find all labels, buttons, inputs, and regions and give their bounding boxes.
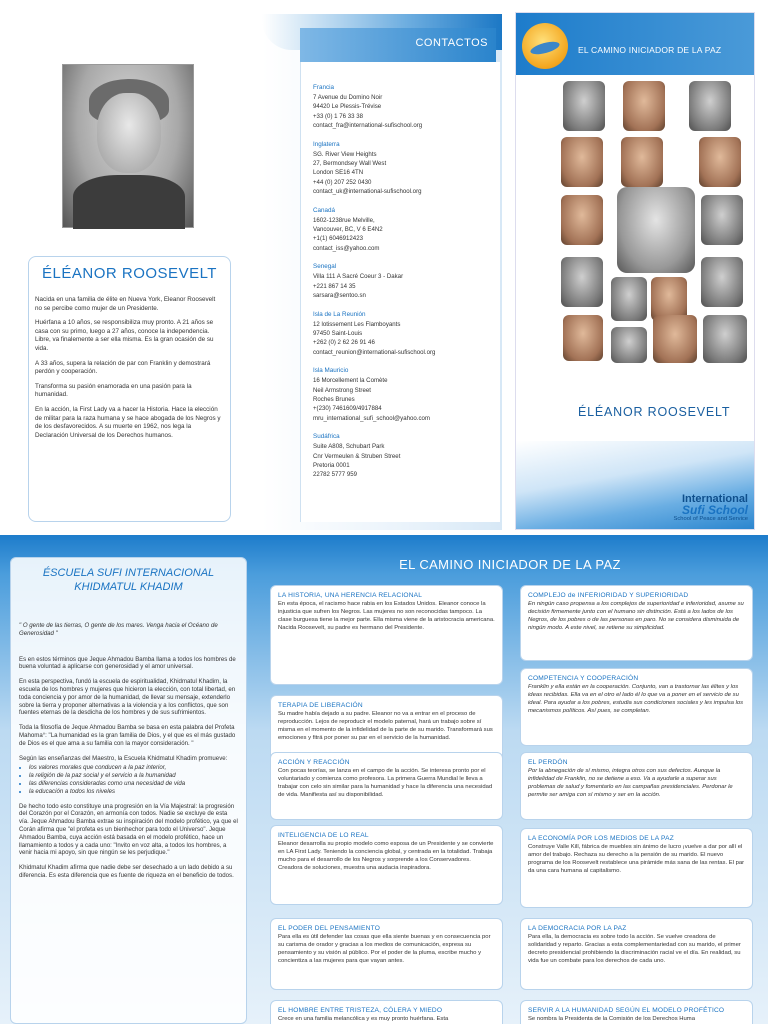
contact-region: Isla de La Reunión <box>313 310 366 318</box>
contact-line: Roches Brunes <box>313 395 355 403</box>
bio-paragraph: Transforma su pasión enamorada en una pasión para la humanidad. <box>35 382 192 399</box>
contact-line: Suite A808, Schubart Park <box>313 443 385 451</box>
contact-line: 1602-1238rue Melville, <box>313 216 375 224</box>
card <box>520 1000 753 1024</box>
contact-line: +33 (0) 1 76 33 38 <box>313 112 363 120</box>
escuela-paragraph: En esta perspectiva, fundó la escuela de espiritualidad, Khidmatul Khadim, la escuela de los hombres y mujeres que hicieron la elección, con total libertad, en toda conciencia y por amor de la humanidad, de llevar su mensaje, extenderlo sobre la tierra y proponer alternativas a la violencia y a los conflictos, que son fuentes eternas de la desdicha de los hombres y de sus sufrimientos. <box>19 678 236 717</box>
portrait-thumbnail <box>689 81 731 131</box>
contact-line: Neil Armstrong Street <box>313 386 371 394</box>
escuela-paragraph: Khidmatul Khadim afirma que nadie debe ser desechado a un lado debido a su diferencia. Es esta diferencia que es fuente de riqueza en el beneficio de todos. <box>19 864 234 879</box>
portrait-thumbnail <box>701 257 743 307</box>
portrait-collage <box>561 81 751 363</box>
contact-line: Pretoria 0001 <box>313 461 350 469</box>
contact-email[interactable]: sarsara@sentoo.sn <box>313 292 366 300</box>
contact-email[interactable]: contact_uk@international-sufischool.org <box>313 188 422 196</box>
contact-email[interactable]: contact_fra@international-sufischool.org <box>313 122 423 130</box>
card-title: LA DEMOCRACIA POR LA PAZ <box>528 925 627 932</box>
portrait-thumbnail <box>703 315 747 363</box>
portrait-thumbnail <box>701 195 743 245</box>
contact-line: 22782 5777 959 <box>313 471 358 479</box>
escuela-list-item: • la educación a todos los niveles <box>29 788 238 796</box>
escuela-paragraph: Toda la filosofía de Jeque Ahmadou Bamba se basa en esta palabra del Profeta Mahoma°: "La humanidad es la gran familia de Dios, y el que es el más gustado de Dios es el que ama a su familia con la mayor consideración. " <box>19 724 236 747</box>
contact-block <box>313 207 490 254</box>
contact-email[interactable]: mru_international_sufi_school@yahoo.com <box>313 414 430 422</box>
card <box>270 825 503 905</box>
contact-line: 7 Avenue du Domino Noir <box>313 94 383 101</box>
card-title: LA HISTORIA, UNA HERENCIA RELACIONAL <box>278 592 423 599</box>
card <box>520 585 753 661</box>
contact-region: Canadá <box>313 206 336 214</box>
portrait-thumbnail <box>623 81 665 131</box>
bio-paragraph: Nacida en una familia de élite en Nueva York, Eleanor Roosevelt no se percibe como mujer de un Presidente. <box>35 296 216 312</box>
contact-block <box>313 263 490 300</box>
card-title: TERAPIA DE LIBERACIÓN <box>278 702 363 709</box>
contact-line: +262 (0) 2 62 26 91 46 <box>313 339 375 347</box>
bio-paragraph: En la acción, la First Lady va a hacer la Historia. Hace la elección de militar para la raza humana y se hace abogada de los Negros y de los desfavorecidos. A su muerte en 1962, nos lega la Declaración Universal de los Derechos humanos. <box>35 405 221 439</box>
card-text: Con pocas teorías, se lanza en el campo de la acción. Se interesa pronto por el voluntariado y comienza como profesora. La primera Guerra Mundial le lleva a trabajar con celo sin similar para la humanidad y hace la diferencia una necesidad de vida. Manifiesta así su disponibilidad. <box>278 768 493 798</box>
card-title: COMPETENCIA Y COOPERACIÓN <box>528 675 639 682</box>
card-title: EL PODER DEL PENSAMIENTO <box>278 925 381 932</box>
contact-region: Francia <box>313 84 334 91</box>
brand-tagline: School of Peace and Service <box>673 516 748 522</box>
bio-paragraph: Huérfana a 10 años, se responsibiliza muy pronto. A 21 años se casa con su primo, luego a 27 años, conoce la independencia. Libre, va finalemente a ser ella misma. Es la gran ocasión de su vida. <box>35 319 214 352</box>
portrait-thumbnail <box>563 81 605 131</box>
contact-line: 94420 Le Plessis-Trévise <box>313 103 382 111</box>
contact-region: Inglaterra <box>313 140 340 148</box>
card-text: Eleanor desarrolla su propio modelo como esposa de un Presidente y se convierte en LA First Lady. Teniendo la conciencia global, y centrada en la totalidad. Trabaja mucho para el desarrollo de los Negros y sorprende a los Conservadores. Creadora de soluciones, muestra una audacia inspiradora. <box>278 841 494 871</box>
school-logo <box>644 493 748 522</box>
portrait-thumbnail <box>561 257 603 307</box>
card-text: Crece en una familia melancólica y es muy pronto huérfana. Esta <box>278 1016 449 1022</box>
contact-line: Villa 111 A Sacré Coeur 3 - Dakar <box>313 273 404 281</box>
cover-header-title: EL CAMINO INICIADOR DE LA PAZ <box>578 45 722 55</box>
contact-region: Senegal <box>313 263 337 271</box>
card-title: ACCIÓN Y REACCIÓN <box>278 759 350 766</box>
card <box>270 585 503 685</box>
contacts-header: CONTACTOS <box>300 28 496 62</box>
portrait-thumbnail <box>561 195 603 245</box>
portrait-thumbnail <box>611 327 647 363</box>
brand-line-2: Sufi School <box>682 503 748 517</box>
contact-block <box>313 311 490 358</box>
card-text: En ningún caso propensa a los complejos de superioridad e inferioridad, asume su decisión firmemente junto con el humano sin distinción. Está a los lados de los Negros, de los pobres o de las personas en paro. No se considera disminuida de ningún modo. A este nivel, se retiene su simplicidad. <box>528 601 744 631</box>
contact-block <box>313 367 490 423</box>
escuela-list-item: • las diferencias consideradas como una necesidad de vida <box>29 780 238 788</box>
contact-line: +44 (0) 207 252 0430 <box>313 178 372 186</box>
escuela-paragraph: Según las enseñanzas del Maestro, la Escuela Khidmatul Khadim promueve: <box>19 754 228 762</box>
bio-panel <box>28 256 231 522</box>
escuela-paragraph: Es en estos términos que Jeque Ahmadou Bamba llama a todos los hombres de buena voluntad a aplicarse con generosidad y el amor universal. <box>19 655 236 671</box>
bio-paragraph: A 33 años, supera la relación de par con Franklin y demostrará perdón y cooperación. <box>35 359 211 376</box>
contact-line: +(230) 7461609/4917884 <box>313 405 382 413</box>
eleanor-cover-portrait <box>617 187 695 273</box>
eleanor-portrait <box>62 64 194 228</box>
portrait-thumbnail <box>621 137 663 187</box>
card-text: Para ella es útil defender las cosas que ella siente buenas y en consecuencia por su carisma de orador y gracias a los medios de comunicación, expresa su pensamiento y su visión al público. Por el poder de la pluma, escribe mucho y concientiza a las mujeres para que vayan antes. <box>278 934 491 964</box>
card <box>270 1000 503 1024</box>
card-title: SERVIR A LA HUMANIDAD SEGÚN EL MODELO PROFÉTICO <box>528 1007 725 1014</box>
contact-email[interactable]: contact_iss@yahoo.com <box>313 244 380 252</box>
card <box>520 918 753 990</box>
contact-line: 27, Bermondsey Wall West <box>313 160 387 168</box>
contact-line: Vancouver, BC, V 6 E4N2 <box>313 226 383 234</box>
card-text: Franklin y ella están en la cooperación. Conjunto, van a trastornar las élites y los ideas recibidas. Ella va en el otro el lado él lo que va a poner en el servicio de su ideal. Para ayudar a los pobres, estudia sus condiciones sociales y les impulsa los mecanismos políticos. Así pues, se completan. <box>528 684 744 714</box>
cover-panel <box>515 12 755 530</box>
card-text: En esta época, el racismo hace rabia en los Estados Unidos. Eleanor conoce la injusticia que sufren los Negros. Las mujeres no son reconocidas tampoco. La clase burguesa tiene la mejor parte. Ella misma viene de la aristocracia americana. Nacida Roosevelt, su padre es hermano del Presidente. <box>278 601 495 631</box>
card-title: EL HOMBRE ENTRE TRISTEZA, CÓLERA Y MIEDO <box>278 1007 443 1014</box>
card-title: INTELIGENCIA DE LO REAL <box>278 832 369 839</box>
card-title: LA ECONOMÍA POR LOS MEDIOS DE LA PAZ <box>528 835 674 842</box>
portrait-thumbnail <box>653 315 697 363</box>
sun-logo-icon <box>522 23 568 69</box>
contact-line: 12 lotissement Les Flamboyants <box>313 320 401 328</box>
card-text: Por la abnegación de sí mismo, integra otros con sus defectos. Aunque la infidelidad de Franklin, no se detiene a eso. Va a ayudarle a superar sus problemas de salud y fomentarlo en las campañas presidenciales. Perdonar le permite ser amiga con sí mismo y ser en la acción. <box>528 768 733 798</box>
card-text: Para ella, la democracia es sobre todo la acción. Se vuelve creadora de solidaridad y reparto. Gracias a esta complementariedad con su marido, el primer decreto presidencial prohibiendo la discriminación racial ve el día. En realidad, su vida fue un combate para los derechos de cada uno. <box>528 934 741 964</box>
escuela-list <box>29 764 238 795</box>
section-title: EL CAMINO INICIADOR DE LA PAZ <box>399 557 621 572</box>
portrait-thumbnail <box>561 137 603 187</box>
bio-title: ÉLÉANOR ROOSEVELT <box>42 265 217 282</box>
card-title: COMPLEJO de INFERIORIDAD Y SUPERIORIDAD <box>528 592 689 599</box>
contact-line: +221 867 14 35 <box>313 282 356 290</box>
cover-name: ÉLÉANOR ROOSEVELT <box>578 405 731 419</box>
card-text: Su madre había dejado a su padre. Eleanor no va a entrar en el proceso de reproducción. Lejos de reproducir el modelo paternal, hará un trabajo sobre sí misma en el momento de la infidelidad de la parte de su marido. Transformará sus emociones y fitrá por poner su par en el servicio de la humanidad. <box>278 711 493 741</box>
escuela-list-item: • los valores morales que conducen a la paz interior, <box>29 764 238 772</box>
card <box>520 828 753 908</box>
portrait-thumbnail <box>699 137 741 187</box>
cover-header <box>516 13 754 75</box>
contact-line: 16 Morcellement la Comète <box>313 377 388 385</box>
escuela-title: ÉSCUELA SUFI INTERNACIONAL KHIDMATUL KHADIM <box>42 567 215 593</box>
contact-line: SG. River View Heights <box>313 150 377 158</box>
portrait-thumbnail <box>563 315 603 361</box>
card <box>270 918 503 990</box>
contacts-list <box>300 62 500 522</box>
escuela-paragraph: De hecho todo esto constituye una progresión en la Vía Majestral: la progresión del Corazón por el Corazón, en armonía con todos. Nadie se excluye de esta vía. Jeque Ahmadou Bamba extrae su inspiración del modelo profético, ya que el Corán afirma que "el profeta es un bienhechor para todo el Universo". Jeque Ahmadou Bamba, cuya acción está basada en el modelo profético, hace un llamamiento a todos y a cada uno: "Invito en voz alta, a todos los hombres, a venir hacia mi apoyo, sin que ningún se les perjudique." <box>19 802 238 857</box>
contact-block <box>313 141 490 197</box>
contact-region: Isla Mauricio <box>313 367 349 375</box>
contact-line: London SE16 4TN <box>313 169 364 177</box>
contact-email[interactable]: contact_reunion@international-sufischool.org <box>313 348 436 356</box>
card <box>520 752 753 820</box>
escuela-list-item: • la religión de la paz social y el servicio a la humanidad <box>29 772 238 780</box>
contact-block <box>313 433 490 480</box>
card-title: EL PERDÓN <box>528 759 568 766</box>
escuela-quote: " O gente de las tierras, O gente de los mares. Venga hacia el Océano de Generosidad " <box>19 622 218 637</box>
contact-line: 97450 Saint-Louis <box>313 329 363 337</box>
contact-block <box>313 84 490 131</box>
escuela-panel <box>10 557 247 1024</box>
contact-line: +1(1) 6046912423 <box>313 235 363 243</box>
contact-line: Cnr Vermeulen & Struben Street <box>313 452 401 460</box>
contact-region: Sudáfrica <box>313 433 340 441</box>
brand-line-1: International <box>681 493 748 505</box>
card <box>520 668 753 746</box>
card <box>270 752 503 820</box>
card-text: Se nombra la Presidenta de la Comisión de los Derechos Huma <box>528 1016 695 1022</box>
portrait-thumbnail <box>611 277 647 321</box>
card-text: Construye Valle Kill, fábrica de muebles sin ánimo de lucro ¡vuelve a dar por allí el amor del trabajo. Rechaza su derecho a la pensión de su marido. El nuevo programa de los Roosevelt restablece una pirámide más sana de las rentas. El par da una cara humana al capitalismo. <box>528 844 745 874</box>
